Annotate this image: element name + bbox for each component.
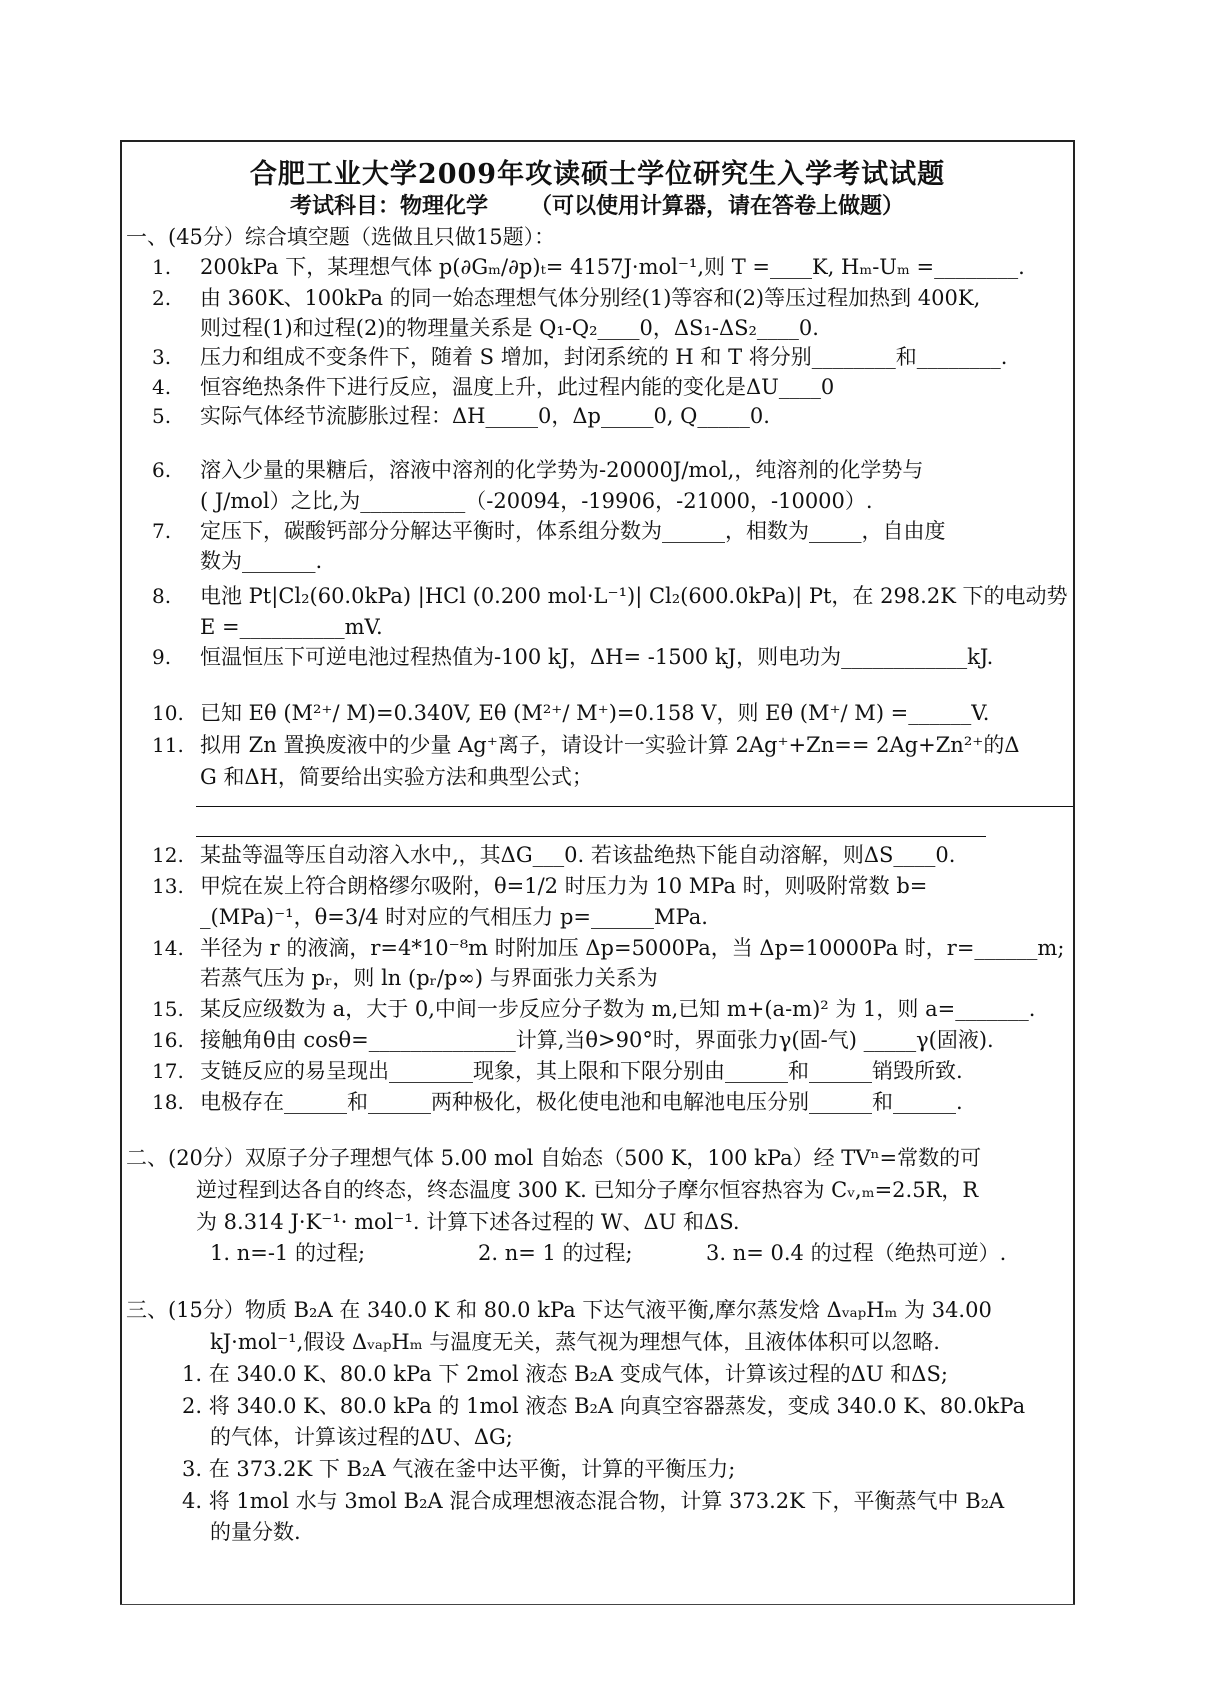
q-text: 则过程(1)和过程(2)的物理量关系是 Q₁-Q₂____0，ΔS₁-ΔS₂____0. [200,316,819,340]
section2-subitem: 1. n=-1 的过程; [210,1241,366,1265]
q-number: 7. [152,519,172,543]
section1-heading: 一、(45分）综合填空题（选做且只做15题）： [126,225,556,249]
q-text: ( J/mol）之比,为__________（-20094，-19906，-21000，-10000）. [200,489,873,513]
section2-line: 逆过程到达各自的终态，终态温度 300 K. 已知分子摩尔恒容热容为 Cᵥ,ₘ=2.5R，R [196,1178,979,1202]
q-text: 压力和组成不变条件下，随着 S 增加，封闭系统的 H 和 T 将分别________和________. [200,345,1008,369]
exam-note: （可以使用计算器，请在答卷上做题） [530,193,905,219]
subject-label: 考试科目：物理化学 [290,193,489,219]
q-number: 15. [152,997,184,1021]
answer-line [196,806,1073,807]
q-text: 拟用 Zn 置换废液中的少量 Ag⁺离子，请设计一实验计算 2Ag⁺+Zn== 2Ag+Zn²⁺的Δ [200,733,1020,757]
q-number: 2. [152,286,172,310]
q-text: _(MPa)⁻¹，θ=3/4 时对应的气相压力 p=______MPa. [200,905,708,929]
q-number: 9. [152,645,172,669]
section2-subitem: 2. n= 1 的过程; [478,1241,633,1265]
q-text: 接触角θ由 cosθ=______________计算,当θ>90°时，界面张力γ(固-气) _____γ(固液). [200,1028,994,1052]
q-number: 17. [152,1059,184,1083]
section3-line: kJ·mol⁻¹,假设 ΔᵥₐₚHₘ 与温度无关，蒸气视为理想气体，且液体体积可以忽略. [210,1330,940,1354]
section3-subitem: 的量分数. [210,1520,301,1544]
q-text: 由 360K、100kPa 的同一始态理想气体分别经(1)等容和(2)等压过程加热到 400K, [200,286,981,310]
section3-subitem: 4. 将 1mol 水与 3mol B₂A 混合成理想液态混合物，计算 373.2K 下，平衡蒸气中 B₂A [182,1489,1005,1513]
section2-line: 为 8.314 J·K⁻¹· mol⁻¹. 计算下述各过程的 W、ΔU 和ΔS. [196,1210,740,1234]
q-text: 溶入少量的果糖后，溶液中溶剂的化学势为-20000J/mol,，纯溶剂的化学势与 [200,458,924,482]
answer-line [196,836,986,837]
q-text: 恒容绝热条件下进行反应，温度上升，此过程内能的变化是ΔU____0 [200,375,835,399]
q-text: 实际气体经节流膨胀过程：ΔH_____0，Δp_____0, Q_____0. [200,404,770,428]
q-number: 6. [152,458,172,482]
q-text: 已知 Eθ (M²⁺/ M)=0.340V, Eθ (M²⁺/ M⁺)=0.158 V，则 Eθ (M⁺/ M) =______V. [200,701,990,725]
exam-subject [290,189,904,220]
frame-bottom-line [120,1604,1075,1605]
q-text: 甲烷在炭上符合朗格缪尔吸附，θ=1/2 时压力为 10 MPa 时，则吸附常数 b= [200,874,928,898]
q-text: G 和ΔH，简要给出实验方法和典型公式； [200,765,593,789]
q-text: 恒温恒压下可逆电池过程热值为-100 kJ，ΔH= -1500 kJ，则电功为____________kJ. [200,645,994,669]
q-number: 12. [152,843,184,867]
q-number: 8. [152,584,172,608]
section3-subitem: 3. 在 373.2K 下 B₂A 气液在釜中达平衡，计算的平衡压力; [182,1457,736,1481]
q-text: 电极存在______和______两种极化，极化使电池和电解池电压分别______和______. [200,1090,963,1114]
q-text: 电池 Pt|Cl₂(60.0kPa) |HCl (0.200 mol·L⁻¹)| Cl₂(600.0kPa)| Pt，在 298.2K 下的电动势 [200,584,1068,608]
q-text: 定压下，碳酸钙部分分解达平衡时，体系组分数为______，相数为_____，自由度 [200,519,946,543]
q-number: 13. [152,874,184,898]
q-number: 16. [152,1028,184,1052]
q-text: 某盐等温等压自动溶入水中,，其ΔG___0. 若该盐绝热下能自动溶解，则ΔS____0. [200,843,956,867]
q-number: 11. [152,733,184,757]
section2-line: 二、(20分）双原子分子理想气体 5.00 mol 自始态（500 K，100 kPa）经 TVⁿ=常数的可 [126,1146,982,1170]
exam-title: 合肥工业大学2009年攻读硕士学位研究生入学考试试题 [249,159,946,190]
q-text: E =__________mV. [200,615,383,639]
q-text: 支链反应的易呈现出________现象，其上限和下限分别由______和______销毁所致. [200,1059,963,1083]
section2-subitem: 3. n= 0.4 的过程（绝热可逆）. [706,1241,1007,1265]
q-number: 4. [152,375,172,399]
section3-line: 三、(15分）物质 B₂A 在 340.0 K 和 80.0 kPa 下达气液平衡,摩尔蒸发焓 ΔᵥₐₚHₘ 为 34.00 [126,1298,992,1322]
q-text: 数为_______. [200,549,323,573]
q-number: 18. [152,1090,184,1114]
q-number: 5. [152,404,172,428]
q-text: 某反应级数为 a，大于 0,中间一步反应分子数为 m,已知 m+(a-m)² 为 1，则 a=_______. [200,997,1036,1021]
section3-subitem: 的气体，计算该过程的ΔU、ΔG; [210,1425,513,1449]
section3-subitem: 2. 将 340.0 K、80.0 kPa 的 1mol 液态 B₂A 向真空容器蒸发，变成 340.0 K、80.0kPa [182,1394,1026,1418]
q-number: 3. [152,345,172,369]
q-text: 半径为 r 的液滴，r=4*10⁻⁸m 时附加压 Δp=5000Pa，当 Δp=10000Pa 时，r=______m; [200,936,1065,960]
q-text: 若蒸气压为 pᵣ，则 ln (pᵣ/p∞) 与界面张力关系为 [200,966,658,990]
q-number: 10. [152,701,184,725]
q-text: 200kPa 下，某理想气体 p(∂Gₘ/∂p)ₜ= 4157J·mol⁻¹,则 T =____K, Hₘ-Uₘ =________. [200,255,1025,279]
q-number: 1. [152,255,172,279]
section3-subitem: 1. 在 340.0 K、80.0 kPa 下 2mol 液态 B₂A 变成气体，计算该过程的ΔU 和ΔS; [182,1362,948,1386]
q-number: 14. [152,936,184,960]
